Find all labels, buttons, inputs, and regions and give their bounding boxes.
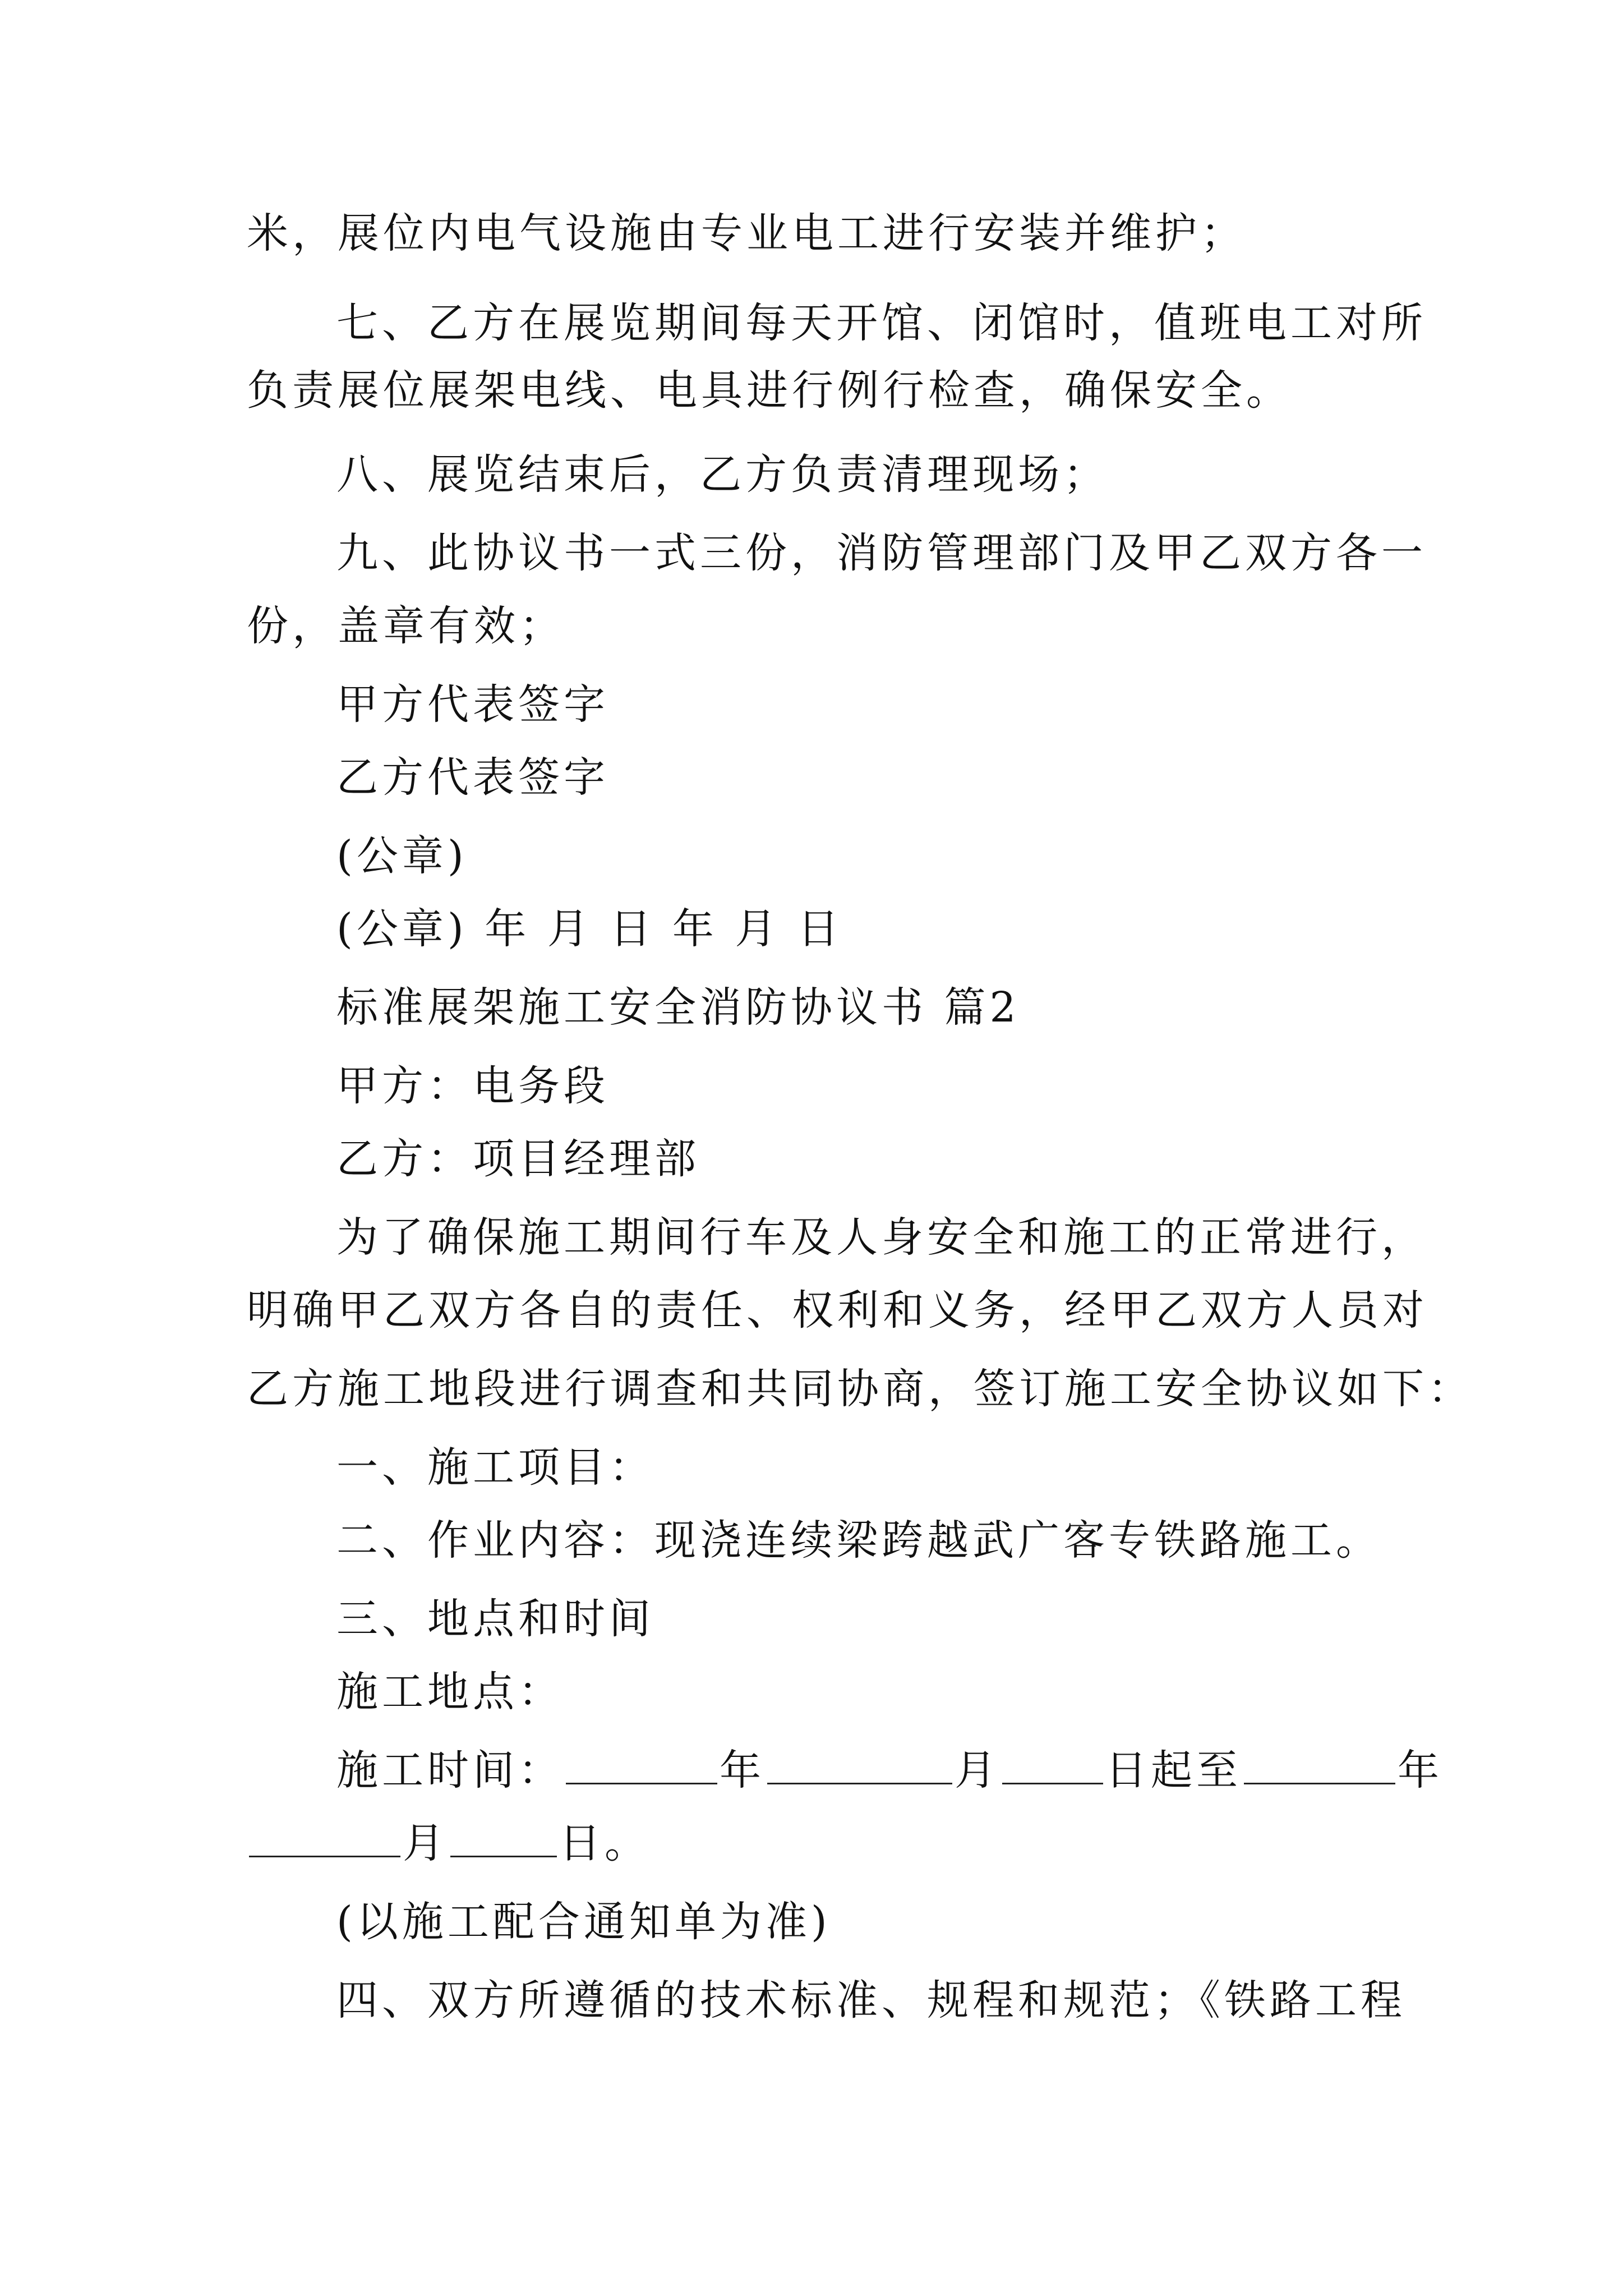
- construction-time-end: [247, 1815, 1391, 1871]
- year-text: 年: [720, 1746, 765, 1795]
- preamble: 为了确保施工期间行车及人身安全和施工的正常进行，: [336, 1213, 1427, 1262]
- note: (以施工配合通知单为准): [336, 1898, 831, 1946]
- paragraph-line: 负责展位展架电线、电具进行例行检查，确保安全。: [247, 366, 1292, 415]
- construction-time: [336, 1742, 1443, 1798]
- day-end-text: 日。: [559, 1819, 650, 1867]
- year-blank: [566, 1749, 717, 1784]
- party-a-signature: 甲方代表签字: [336, 680, 609, 729]
- clause-8: 八、展览结束后，乙方负责清理现场；: [336, 450, 1109, 499]
- year-end-blank: [1244, 1749, 1395, 1784]
- time-label: 施工时间：: [336, 1746, 564, 1795]
- month-text: 月: [955, 1746, 1000, 1795]
- item-1: 一、施工项目：: [336, 1443, 654, 1492]
- year-end-text: 年: [1398, 1746, 1443, 1795]
- day-start-text: 日起至: [1105, 1746, 1242, 1795]
- official-seal: (公章): [336, 832, 468, 880]
- section-title: 标准展架施工安全消防协议书 篇2: [336, 983, 1020, 1032]
- month-end-blank: [249, 1822, 400, 1857]
- item-2: 二、作业内容：现浇连续梁跨越武广客专铁路施工。: [336, 1516, 1381, 1565]
- party-b: 乙方：项目经理部: [336, 1135, 700, 1183]
- paragraph-line: 明确甲乙双方各自的责任、权利和义务，经甲乙双方人员对: [247, 1286, 1428, 1335]
- construction-site: 施工地点：: [336, 1668, 564, 1716]
- month-end-text: 月: [403, 1819, 448, 1867]
- party-b-signature: 乙方代表签字: [336, 753, 609, 802]
- month-blank: [767, 1749, 952, 1784]
- clause-7: 七、乙方在展览期间每天开馆、闭馆时，值班电工对所: [336, 299, 1427, 347]
- paragraph-line: 米，展位内电气设施由专业电工进行安装并维护；: [247, 209, 1246, 257]
- item-3: 三、地点和时间: [336, 1595, 654, 1643]
- party-a: 甲方：电务段: [336, 1062, 609, 1110]
- day-blank: [1002, 1749, 1103, 1784]
- clause-9: 九、此协议书一式三份，消防管理部门及甲乙双方各一: [336, 529, 1427, 577]
- paragraph-line: 份，盖章有效；: [247, 602, 565, 650]
- paragraph-line: 乙方施工地段进行调查和共同协商，签订施工安全协议如下：: [247, 1365, 1473, 1413]
- day-end-blank: [450, 1822, 557, 1857]
- item-4: 四、双方所遵循的技术标准、规程和规范；《铁路工程: [336, 1976, 1406, 2024]
- seal-date-line: (公章) 年 月 日 年 月 日: [336, 905, 843, 953]
